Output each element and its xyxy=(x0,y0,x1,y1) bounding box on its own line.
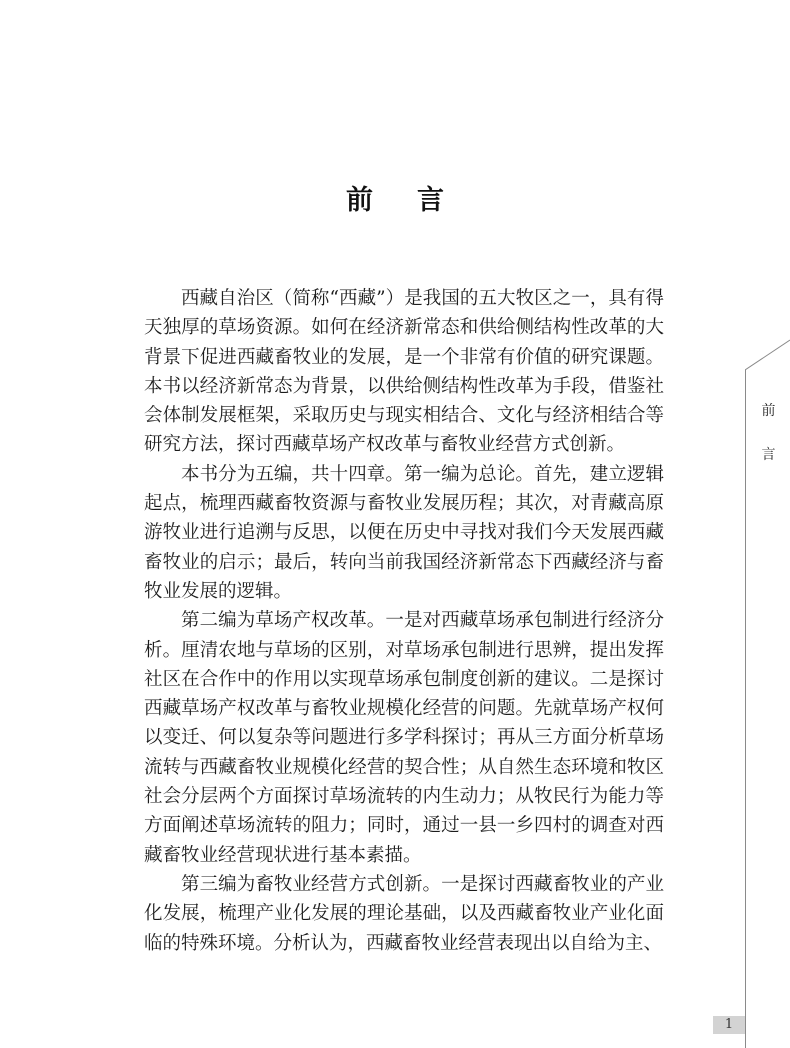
chapter-side-tab xyxy=(745,370,790,1048)
paragraph: 第二编为草场产权改革。一是对西藏草场承包制进行经济分析。厘清农地与草场的区别，对草场承包制进行思辨，提出发挥社区在合作中的作用以实现草场承包制度创新的建议。二是探讨西藏草场产权改革与畜牧业规模化经营的问题。先就草场产权何以变迁、何以复杂等问题进行多学科探讨；再从三方面分析草场流转与西藏畜牧业规模化经营的契合性；从自然生态环境和牧区社会分层两个方面探讨草场流转的内生动力；从牧民行为能力等方面阐述草场流转的阻力；同时，通过一县一乡四村的调查对西藏畜牧业经营现状进行基本素描。 xyxy=(144,610,664,866)
page-number: 1 xyxy=(713,1016,745,1034)
side-tab-label: 言 xyxy=(761,447,776,463)
paragraph: 西藏自治区（简称“西藏”）是我国的五大牧区之一，具有得天独厚的草场资源。如何在经济新常态和供给侧结构性改革的大背景下促进西藏畜牧业的发展，是一个非常有价值的研究课题。本书以经济新常态为背景，以供给侧结构性改革为手段，借鉴社会体制发展框架，采取历史与现实相结合、文化与经济相结合等研究方法，探讨西藏草场产权改革与畜牧业经营方式创新。 xyxy=(144,288,664,456)
paragraph: 本书分为五编，共十四章。第一编为总论。首先，建立逻辑起点，梳理西藏畜牧资源与畜牧业发展历程；其次，对青藏高原游牧业进行追溯与反思，以便在历史中寻找对我们今天发展西藏畜牧业的启示；最后，转向当前我国经济新常态下西藏经济与畜牧业发展的逻辑。 xyxy=(144,463,664,602)
side-tab-label: 前 xyxy=(761,403,776,419)
page-title: 前言 xyxy=(346,185,488,216)
side-tab-edge xyxy=(745,330,790,370)
preface-body xyxy=(144,284,664,958)
paragraph: 第三编为畜牧业经营方式创新。一是探讨西藏畜牧业的产业化发展，梳理产业化发展的理论基础，以及西藏畜牧业产业化面临的特殊环境。分析认为，西藏畜牧业经营表现出以自给为主、 xyxy=(144,873,664,954)
